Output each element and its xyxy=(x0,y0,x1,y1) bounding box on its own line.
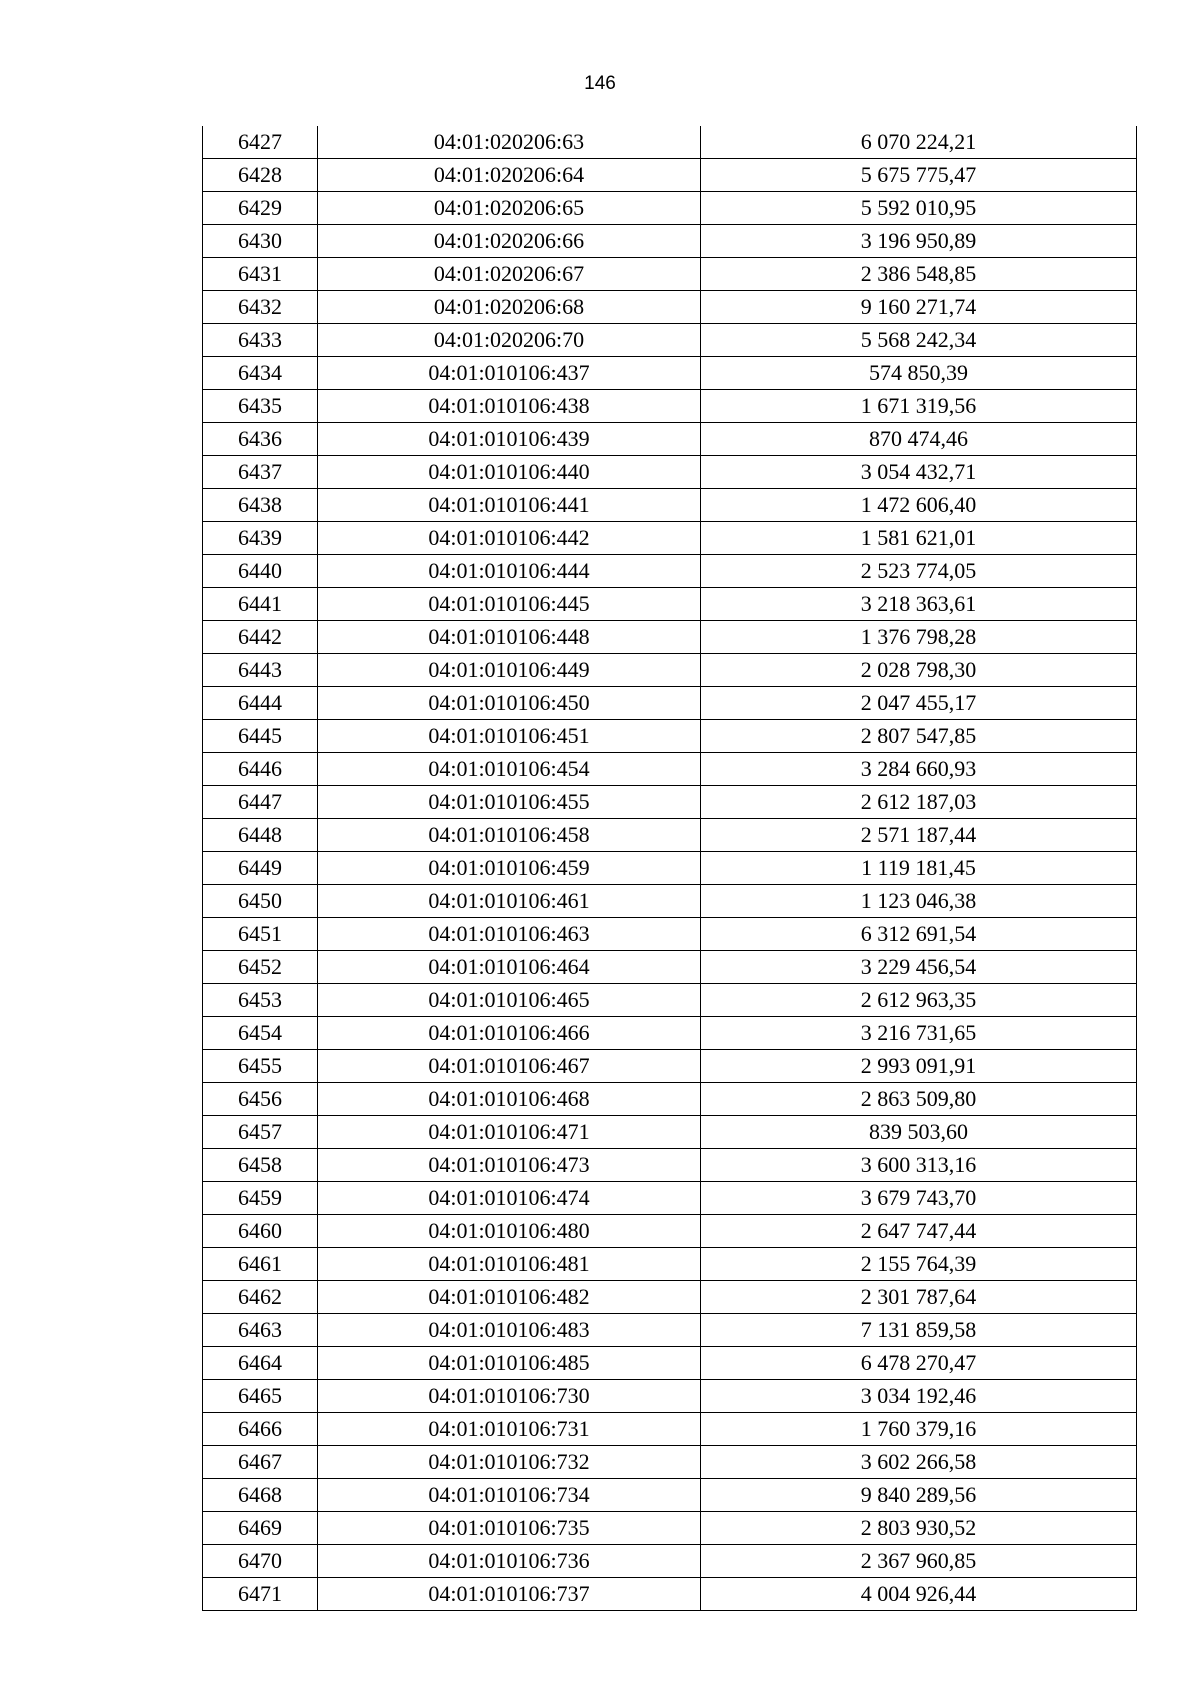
table-row xyxy=(203,390,1137,423)
table-row xyxy=(203,918,1137,951)
cadastral-number-cell: 04:01:010106:481 xyxy=(318,1248,701,1281)
row-number-cell: 6464 xyxy=(203,1347,318,1380)
table-row xyxy=(203,786,1137,819)
row-number-cell: 6441 xyxy=(203,588,318,621)
row-number-cell: 6470 xyxy=(203,1545,318,1578)
cadastral-number-cell: 04:01:010106:482 xyxy=(318,1281,701,1314)
table-row xyxy=(203,1083,1137,1116)
table-row xyxy=(203,984,1137,1017)
cadastral-number-cell: 04:01:010106:445 xyxy=(318,588,701,621)
value-cell: 9 840 289,56 xyxy=(701,1479,1137,1512)
value-cell: 9 160 271,74 xyxy=(701,291,1137,324)
value-cell: 870 474,46 xyxy=(701,423,1137,456)
cadastral-number-cell: 04:01:010106:736 xyxy=(318,1545,701,1578)
cadastral-number-cell: 04:01:010106:730 xyxy=(318,1380,701,1413)
value-cell: 5 675 775,47 xyxy=(701,159,1137,192)
row-number-cell: 6456 xyxy=(203,1083,318,1116)
row-number-cell: 6446 xyxy=(203,753,318,786)
row-number-cell: 6461 xyxy=(203,1248,318,1281)
cadastral-number-cell: 04:01:020206:64 xyxy=(318,159,701,192)
table-row xyxy=(203,1347,1137,1380)
row-number-cell: 6428 xyxy=(203,159,318,192)
value-cell: 1 472 606,40 xyxy=(701,489,1137,522)
value-cell: 2 301 787,64 xyxy=(701,1281,1137,1314)
cadastral-number-cell: 04:01:010106:480 xyxy=(318,1215,701,1248)
value-cell: 3 229 456,54 xyxy=(701,951,1137,984)
row-number-cell: 6443 xyxy=(203,654,318,687)
table-row xyxy=(203,1413,1137,1446)
row-number-cell: 6457 xyxy=(203,1116,318,1149)
row-number-cell: 6450 xyxy=(203,885,318,918)
cadastral-number-cell: 04:01:020206:68 xyxy=(318,291,701,324)
table-row xyxy=(203,225,1137,258)
table-row xyxy=(203,1215,1137,1248)
cadastral-number-cell: 04:01:010106:473 xyxy=(318,1149,701,1182)
row-number-cell: 6454 xyxy=(203,1017,318,1050)
value-cell: 2 571 187,44 xyxy=(701,819,1137,852)
data-table xyxy=(202,126,1137,1611)
value-cell: 6 478 270,47 xyxy=(701,1347,1137,1380)
cadastral-number-cell: 04:01:010106:465 xyxy=(318,984,701,1017)
table-row xyxy=(203,1578,1137,1611)
table-row xyxy=(203,522,1137,555)
row-number-cell: 6468 xyxy=(203,1479,318,1512)
row-number-cell: 6431 xyxy=(203,258,318,291)
cadastral-number-cell: 04:01:010106:449 xyxy=(318,654,701,687)
value-cell: 2 803 930,52 xyxy=(701,1512,1137,1545)
value-cell: 2 647 747,44 xyxy=(701,1215,1137,1248)
value-cell: 3 218 363,61 xyxy=(701,588,1137,621)
table-row xyxy=(203,489,1137,522)
cadastral-number-cell: 04:01:010106:437 xyxy=(318,357,701,390)
value-cell: 2 047 455,17 xyxy=(701,687,1137,720)
table-row xyxy=(203,720,1137,753)
table-row xyxy=(203,126,1137,159)
value-cell: 2 028 798,30 xyxy=(701,654,1137,687)
cadastral-number-cell: 04:01:010106:471 xyxy=(318,1116,701,1149)
row-number-cell: 6437 xyxy=(203,456,318,489)
value-cell: 3 602 266,58 xyxy=(701,1446,1137,1479)
value-cell: 1 123 046,38 xyxy=(701,885,1137,918)
row-number-cell: 6435 xyxy=(203,390,318,423)
value-cell: 2 523 774,05 xyxy=(701,555,1137,588)
table-row xyxy=(203,819,1137,852)
cadastral-number-cell: 04:01:010106:438 xyxy=(318,390,701,423)
table-row xyxy=(203,1545,1137,1578)
table-row xyxy=(203,423,1137,456)
table-row xyxy=(203,555,1137,588)
row-number-cell: 6447 xyxy=(203,786,318,819)
value-cell: 2 993 091,91 xyxy=(701,1050,1137,1083)
table-row xyxy=(203,1281,1137,1314)
cadastral-number-cell: 04:01:010106:732 xyxy=(318,1446,701,1479)
table-row xyxy=(203,159,1137,192)
value-cell: 6 070 224,21 xyxy=(701,126,1137,159)
table-row xyxy=(203,753,1137,786)
table-row xyxy=(203,1182,1137,1215)
cadastral-number-cell: 04:01:010106:735 xyxy=(318,1512,701,1545)
row-number-cell: 6465 xyxy=(203,1380,318,1413)
row-number-cell: 6463 xyxy=(203,1314,318,1347)
cadastral-number-cell: 04:01:010106:737 xyxy=(318,1578,701,1611)
row-number-cell: 6458 xyxy=(203,1149,318,1182)
row-number-cell: 6460 xyxy=(203,1215,318,1248)
value-cell: 1 760 379,16 xyxy=(701,1413,1137,1446)
table-row xyxy=(203,621,1137,654)
table-row xyxy=(203,324,1137,357)
cadastral-number-cell: 04:01:010106:454 xyxy=(318,753,701,786)
value-cell: 2 807 547,85 xyxy=(701,720,1137,753)
value-cell: 574 850,39 xyxy=(701,357,1137,390)
cadastral-number-cell: 04:01:010106:461 xyxy=(318,885,701,918)
cadastral-number-cell: 04:01:010106:464 xyxy=(318,951,701,984)
cadastral-number-cell: 04:01:010106:440 xyxy=(318,456,701,489)
table-row xyxy=(203,1248,1137,1281)
cadastral-number-cell: 04:01:020206:67 xyxy=(318,258,701,291)
value-cell: 3 216 731,65 xyxy=(701,1017,1137,1050)
value-cell: 3 034 192,46 xyxy=(701,1380,1137,1413)
row-number-cell: 6439 xyxy=(203,522,318,555)
table-row xyxy=(203,357,1137,390)
table-row xyxy=(203,1512,1137,1545)
value-cell: 2 612 963,35 xyxy=(701,984,1137,1017)
row-number-cell: 6442 xyxy=(203,621,318,654)
table-row xyxy=(203,1116,1137,1149)
cadastral-number-cell: 04:01:020206:66 xyxy=(318,225,701,258)
cadastral-number-cell: 04:01:010106:451 xyxy=(318,720,701,753)
row-number-cell: 6438 xyxy=(203,489,318,522)
value-cell: 7 131 859,58 xyxy=(701,1314,1137,1347)
cadastral-number-cell: 04:01:010106:731 xyxy=(318,1413,701,1446)
value-cell: 3 196 950,89 xyxy=(701,225,1137,258)
cadastral-number-cell: 04:01:010106:450 xyxy=(318,687,701,720)
cadastral-number-cell: 04:01:010106:442 xyxy=(318,522,701,555)
cadastral-number-cell: 04:01:020206:70 xyxy=(318,324,701,357)
row-number-cell: 6455 xyxy=(203,1050,318,1083)
table-row xyxy=(203,1149,1137,1182)
table-row xyxy=(203,654,1137,687)
table-row xyxy=(203,258,1137,291)
table-row xyxy=(203,687,1137,720)
row-number-cell: 6429 xyxy=(203,192,318,225)
cadastral-number-cell: 04:01:010106:474 xyxy=(318,1182,701,1215)
table-row xyxy=(203,852,1137,885)
row-number-cell: 6466 xyxy=(203,1413,318,1446)
cadastral-number-cell: 04:01:010106:734 xyxy=(318,1479,701,1512)
table-row xyxy=(203,1479,1137,1512)
table-row xyxy=(203,1314,1137,1347)
row-number-cell: 6471 xyxy=(203,1578,318,1611)
row-number-cell: 6433 xyxy=(203,324,318,357)
row-number-cell: 6453 xyxy=(203,984,318,1017)
cadastral-number-cell: 04:01:010106:455 xyxy=(318,786,701,819)
table-row xyxy=(203,885,1137,918)
value-cell: 2 386 548,85 xyxy=(701,258,1137,291)
cadastral-number-cell: 04:01:010106:458 xyxy=(318,819,701,852)
value-cell: 839 503,60 xyxy=(701,1116,1137,1149)
cadastral-number-cell: 04:01:020206:65 xyxy=(318,192,701,225)
cadastral-number-cell: 04:01:010106:468 xyxy=(318,1083,701,1116)
row-number-cell: 6445 xyxy=(203,720,318,753)
row-number-cell: 6462 xyxy=(203,1281,318,1314)
row-number-cell: 6444 xyxy=(203,687,318,720)
table-row xyxy=(203,588,1137,621)
cadastral-number-cell: 04:01:010106:448 xyxy=(318,621,701,654)
row-number-cell: 6427 xyxy=(203,126,318,159)
row-number-cell: 6451 xyxy=(203,918,318,951)
row-number-cell: 6440 xyxy=(203,555,318,588)
table-body xyxy=(203,126,1137,1611)
value-cell: 2 155 764,39 xyxy=(701,1248,1137,1281)
value-cell: 5 568 242,34 xyxy=(701,324,1137,357)
cadastral-number-cell: 04:01:010106:485 xyxy=(318,1347,701,1380)
row-number-cell: 6459 xyxy=(203,1182,318,1215)
table-row xyxy=(203,456,1137,489)
value-cell: 6 312 691,54 xyxy=(701,918,1137,951)
value-cell: 3 054 432,71 xyxy=(701,456,1137,489)
cadastral-number-cell: 04:01:010106:467 xyxy=(318,1050,701,1083)
value-cell: 2 367 960,85 xyxy=(701,1545,1137,1578)
value-cell: 1 119 181,45 xyxy=(701,852,1137,885)
row-number-cell: 6452 xyxy=(203,951,318,984)
row-number-cell: 6434 xyxy=(203,357,318,390)
row-number-cell: 6436 xyxy=(203,423,318,456)
table-row xyxy=(203,951,1137,984)
value-cell: 1 376 798,28 xyxy=(701,621,1137,654)
value-cell: 1 671 319,56 xyxy=(701,390,1137,423)
value-cell: 3 284 660,93 xyxy=(701,753,1137,786)
cadastral-number-cell: 04:01:010106:463 xyxy=(318,918,701,951)
table-row xyxy=(203,291,1137,324)
value-cell: 2 863 509,80 xyxy=(701,1083,1137,1116)
value-cell: 4 004 926,44 xyxy=(701,1578,1137,1611)
cadastral-number-cell: 04:01:010106:466 xyxy=(318,1017,701,1050)
table-row xyxy=(203,1017,1137,1050)
value-cell: 5 592 010,95 xyxy=(701,192,1137,225)
table-row xyxy=(203,1380,1137,1413)
row-number-cell: 6449 xyxy=(203,852,318,885)
cadastral-number-cell: 04:01:010106:439 xyxy=(318,423,701,456)
cadastral-number-cell: 04:01:010106:483 xyxy=(318,1314,701,1347)
row-number-cell: 6467 xyxy=(203,1446,318,1479)
cadastral-number-cell: 04:01:010106:459 xyxy=(318,852,701,885)
table-row xyxy=(203,1050,1137,1083)
page-number: 146 xyxy=(584,73,616,94)
row-number-cell: 6448 xyxy=(203,819,318,852)
row-number-cell: 6432 xyxy=(203,291,318,324)
row-number-cell: 6430 xyxy=(203,225,318,258)
table-row xyxy=(203,1446,1137,1479)
table-row xyxy=(203,192,1137,225)
value-cell: 3 679 743,70 xyxy=(701,1182,1137,1215)
cadastral-number-cell: 04:01:020206:63 xyxy=(318,126,701,159)
value-cell: 1 581 621,01 xyxy=(701,522,1137,555)
value-cell: 3 600 313,16 xyxy=(701,1149,1137,1182)
row-number-cell: 6469 xyxy=(203,1512,318,1545)
cadastral-number-cell: 04:01:010106:441 xyxy=(318,489,701,522)
cadastral-number-cell: 04:01:010106:444 xyxy=(318,555,701,588)
value-cell: 2 612 187,03 xyxy=(701,786,1137,819)
